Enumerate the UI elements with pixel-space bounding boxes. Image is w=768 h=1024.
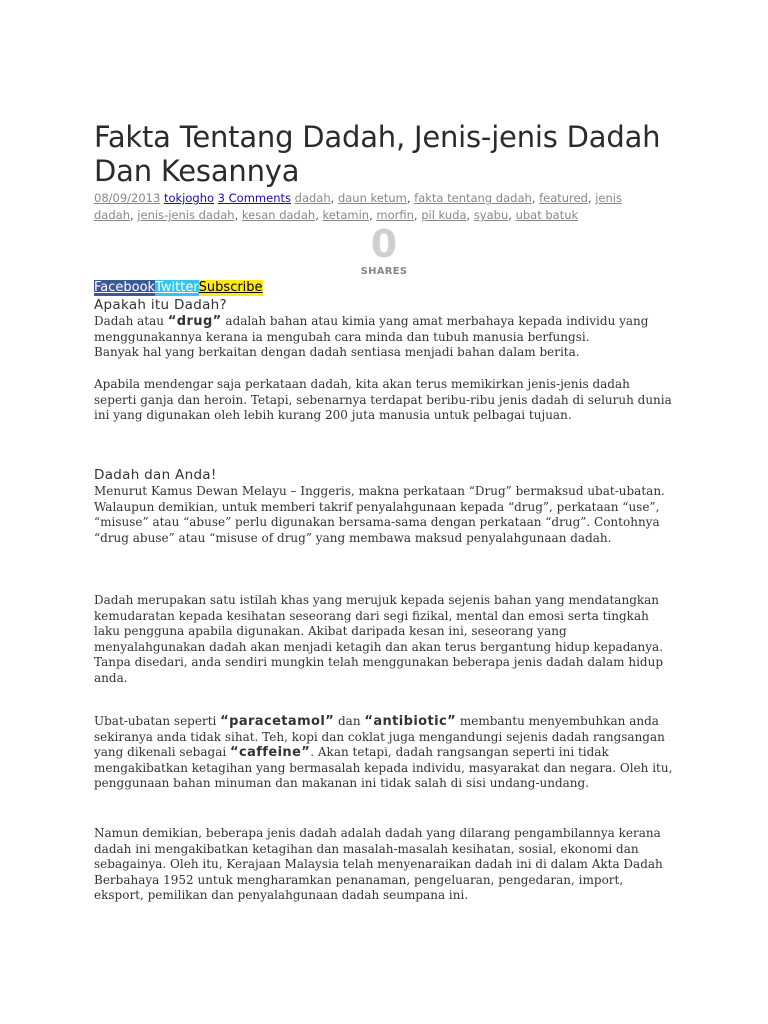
author-link[interactable]: tokjogho bbox=[163, 191, 215, 205]
tag-link[interactable]: jenis-jenis dadah bbox=[137, 208, 235, 222]
paragraph: Ubat-ubatan seperti “paracetamol” dan “antibiotic” membantu menyembuhkan anda sekiranya anda tidak sihat. Teh, kopi dan coklat juga mengandungi sejenis dadah rangsangan yang dikenali sebagai “caffeine”. Akan tetapi, dadah rangsangan seperti ini tidak mengakibatkan ketagihan yang bermasalah kepada individu, masyarakat dan negara. Oleh itu, penggunaan bahan minuman dan makanan ini tidak salah di sisi undang-undang. bbox=[94, 714, 673, 791]
post-meta: 08/09/2013 tokjogho 3 Comments dadah, daun ketum, fakta tentang dadah, featured, jenis dadah, jenis-jenis dadah, kesan dadah, ketamin, morfin, pil kuda, syabu, ubat batuk bbox=[94, 191, 622, 222]
tag-link[interactable]: syabu bbox=[473, 208, 509, 222]
tag-link[interactable]: ubat batuk bbox=[515, 208, 579, 222]
paragraph: Namun demikian, beberapa jenis dadah adalah dadah yang dilarang pengambilannya kerana dadah ini mengakibatkan ketagihan dan masalah-masalah kesihatan, sosial, ekonomi dan sebagainya. Oleh itu, Kerajaan Malaysia telah menyenaraikan dadah ini di dalam Akta Dadah Berbahaya 1952 untuk mengharamkan penanaman, pengeluaran, pengedaran, import, eksport, pemilikan dan penyalahgunaan dadah seumpana ini. bbox=[94, 826, 663, 903]
facebook-share-button[interactable]: Facebook bbox=[94, 280, 156, 295]
paragraph: Dadah atau “drug” adalah bahan atau kimia yang amat merbahaya kepada individu yang menggunakannya kerana ia mengubah cara minda dan tubuh manusia berfungsi. Banyak hal yang berkaitan dengan dadah sentiasa menjadi bahan dalam berita. bbox=[94, 314, 649, 360]
share-label: SHARES bbox=[360, 266, 408, 277]
section-heading: Apakah itu Dadah? bbox=[94, 297, 228, 313]
paragraph: Menurut Kamus Dewan Melayu – Inggeris, makna perkataan “Drug” bermaksud ubat-ubatan. Walaupun demikian, untuk memberi takrif penyalahgunaan kepada “drug”, perkataan “use”, “misuse” atau “abuse” perlu digunakan bersama-sama dengan perkataan “drug”. Contohnya “drug abuse” atau “misuse of drug” yang membawa maksud penyalahgunaan dadah. bbox=[94, 484, 665, 545]
comments-link[interactable]: 3 Comments bbox=[217, 191, 291, 205]
paragraph: Apabila mendengar saja perkataan dadah, kita akan terus memikirkan jenis-jenis dadah seperti ganja dan heroin. Tetapi, sebenarnya terdapat beribu-ribu jenis dadah di seluruh dunia ini yang digunakan oleh lebih kurang 200 juta manusia untuk pelbagai tujuan. bbox=[94, 377, 672, 423]
subscribe-button[interactable]: Subscribe bbox=[198, 280, 263, 295]
keyword: “paracetamol” bbox=[220, 714, 335, 729]
social-buttons bbox=[94, 280, 263, 296]
tag-link[interactable]: jenis dadah bbox=[94, 191, 622, 222]
tag-link[interactable]: kesan dadah bbox=[241, 208, 316, 222]
tag-link[interactable]: fakta tentang dadah bbox=[414, 191, 532, 205]
share-count: 0 bbox=[370, 222, 398, 266]
twitter-share-button[interactable]: Twitter bbox=[155, 280, 199, 295]
tag-link[interactable]: pil kuda bbox=[421, 208, 467, 222]
share-counter bbox=[334, 224, 434, 277]
post-date-link[interactable]: 08/09/2013 bbox=[94, 191, 161, 205]
tag-link[interactable]: daun ketum bbox=[337, 191, 407, 205]
tag-link[interactable]: morfin bbox=[376, 208, 414, 222]
article-title: Fakta Tentang Dadah, Jenis-jenis Dadah Dan Kesannya bbox=[94, 120, 661, 188]
tag-link[interactable]: ketamin bbox=[322, 208, 370, 222]
tag-link[interactable]: dadah bbox=[294, 191, 331, 205]
section-heading: Dadah dan Anda! bbox=[94, 467, 217, 483]
keyword: “caffeine” bbox=[230, 745, 311, 761]
keyword: “drug” bbox=[167, 314, 222, 329]
tag-link[interactable]: featured bbox=[539, 191, 588, 205]
keyword: “antibiotic” bbox=[364, 714, 457, 729]
paragraph: Dadah merupakan satu istilah khas yang merujuk kepada sejenis bahan yang mendatangkan kemudaratan kepada kesihatan seseorang dari segi fizikal, mental dan emosi serta tingkah laku pengguna apabila digunakan. Akibat daripada kesan ini, seseorang yang menyalahgunakan dadah akan menjadi ketagih dan akan terus bergantung hidup kepadanya. Tanpa disedari, anda sendiri mungkin telah menggunakan beberapa jenis dadah dalam hidup anda. bbox=[94, 593, 664, 685]
